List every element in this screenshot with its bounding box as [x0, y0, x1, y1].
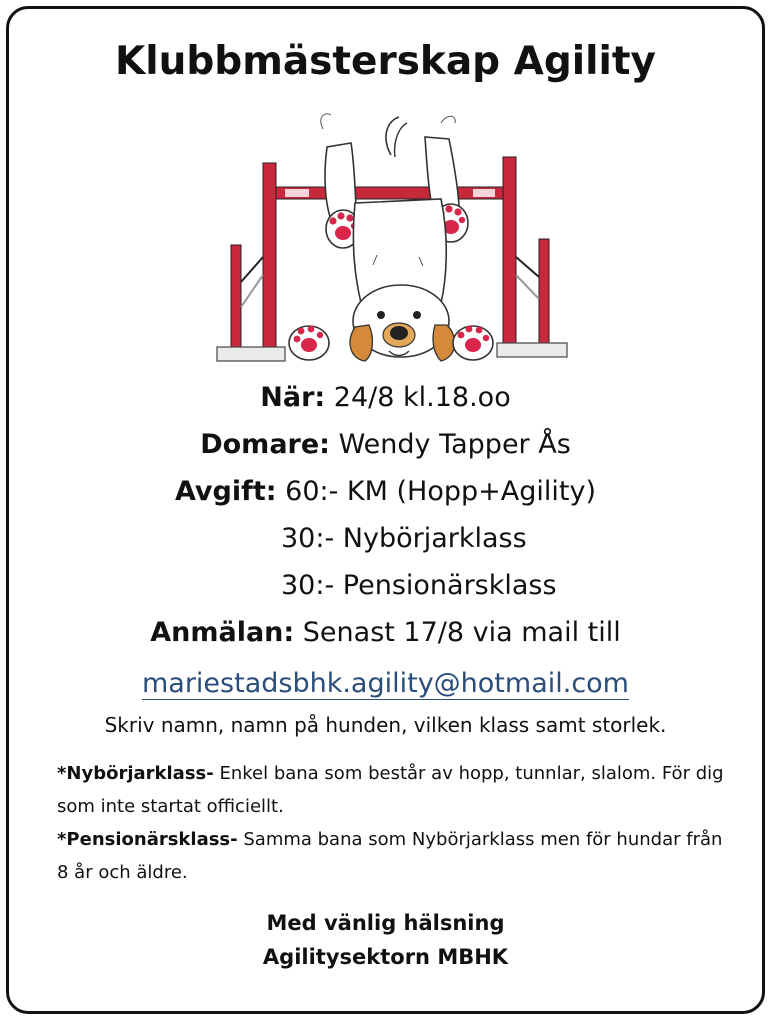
when-value: 24/8 kl.18.oo	[333, 382, 511, 413]
note-beginner-label: *Nybörjarklass-	[57, 763, 214, 784]
note-senior-text: Samma bana som Nybörjarklass men för hundar från 8 år och äldre.	[57, 829, 723, 883]
registration-value: Senast 17/8 via mail till	[302, 617, 621, 648]
judge-label: Domare:	[200, 429, 330, 460]
signoff-sender: Agilitysektorn MBHK	[262, 945, 509, 969]
fee-line-beginner: 30:- Nybörjarklass	[281, 523, 527, 554]
note-senior-label: *Pensionärsklass-	[57, 829, 238, 850]
judge-line	[9, 429, 762, 461]
fee-line	[9, 476, 762, 508]
registration-label: Anmälan:	[150, 617, 295, 648]
note-beginner	[57, 757, 737, 823]
note-beginner-text: Enkel bana som består av hopp, tunnlar, slalom. För dig som inte startat officiellt.	[57, 763, 724, 817]
dog-jumping-agility-hurdle-icon	[205, 107, 575, 371]
judge-value: Wendy Tapper Ås	[338, 429, 571, 460]
registration-line	[9, 617, 762, 649]
instruction-text: Skriv namn, namn på hunden, vilken klass samt storlek.	[104, 713, 667, 737]
fee-label: Avgift:	[174, 476, 277, 507]
when-line	[9, 382, 762, 414]
note-senior	[57, 823, 737, 889]
fee-value: 60:- KM (Hopp+Agility)	[285, 476, 596, 507]
page-title: Klubbmästerskap Agility	[115, 39, 656, 84]
poster-frame	[6, 6, 765, 1014]
email-link[interactable]: mariestadsbhk.agility@hotmail.com	[141, 668, 629, 699]
when-label: När:	[260, 382, 326, 413]
email-line	[9, 667, 762, 701]
signoff-greeting: Med vänlig hälsning	[266, 911, 505, 935]
fee-line-senior: 30:- Pensionärsklass	[281, 570, 557, 601]
